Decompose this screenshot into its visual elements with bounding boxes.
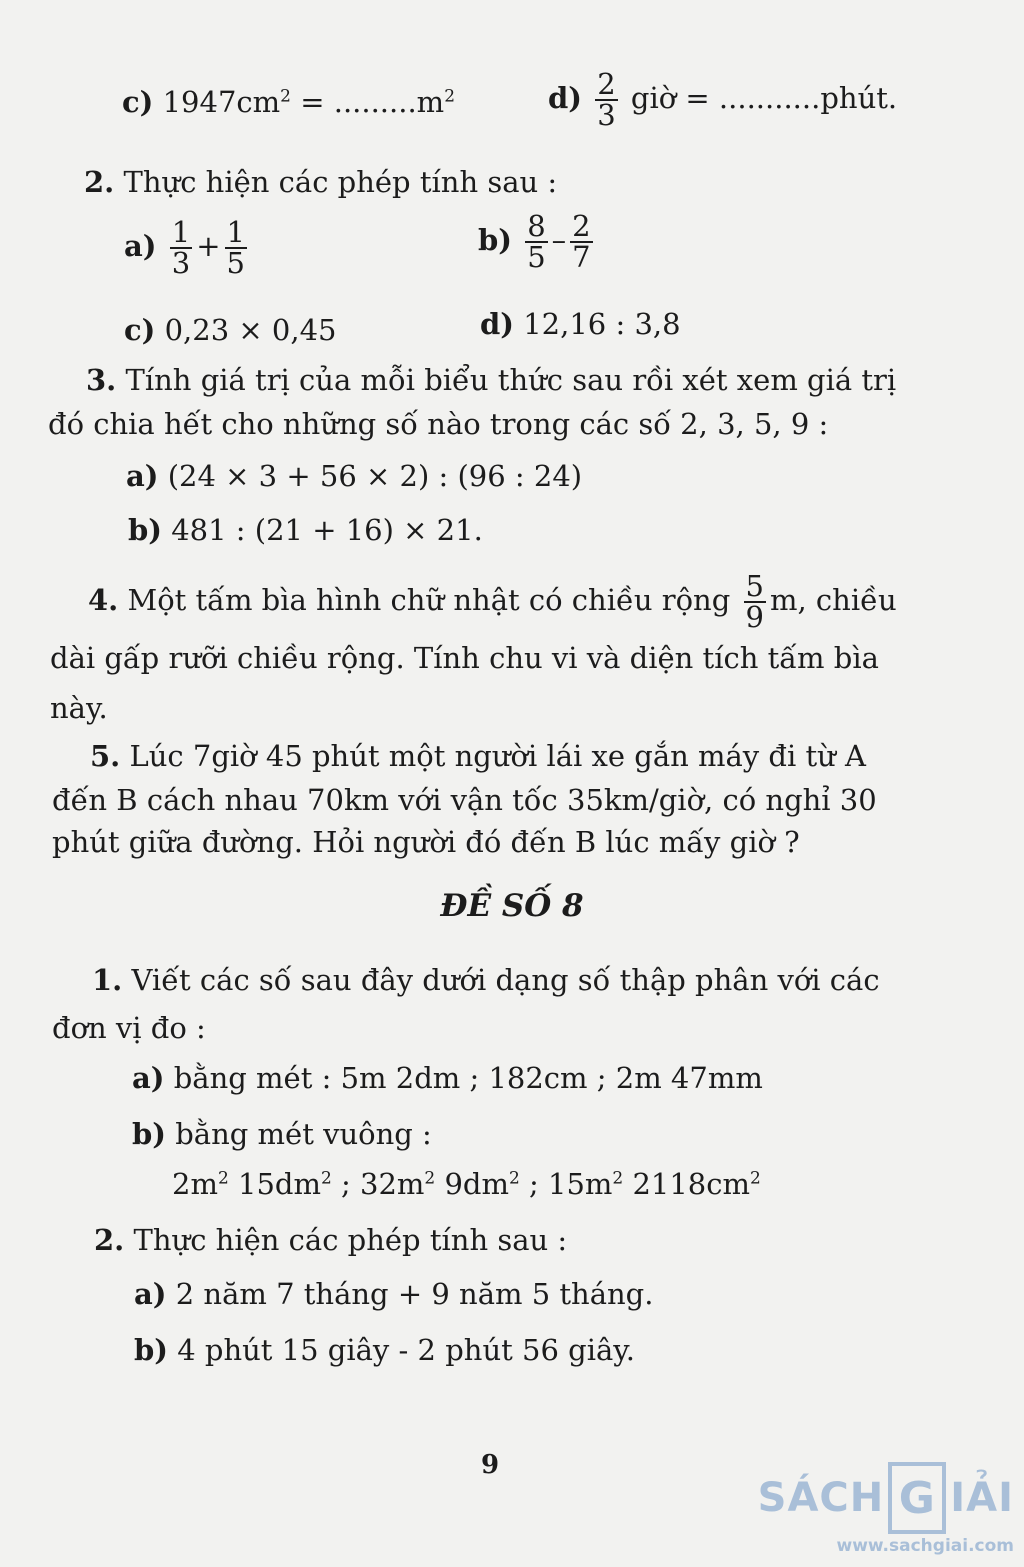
question-3a: a) (24 × 3 + 56 × 2) : (96 : 24) xyxy=(126,459,583,493)
s8-question-1: 1. Viết các số sau đây dưới dạng số thập phân với các xyxy=(92,963,880,997)
section-title: ĐỀ SỐ 8 xyxy=(440,888,584,924)
question-5: 5. Lúc 7giờ 45 phút một người lái xe gắn máy đi từ A xyxy=(90,739,866,773)
question-3b: b) 481 : (21 + 16) × 21. xyxy=(128,513,483,547)
fraction: $\frac{5}{9}$ xyxy=(745,569,764,634)
s8-question-2a: a) 2 năm 7 tháng + 9 năm 5 tháng. xyxy=(134,1277,654,1311)
question-5-line2: đến B cách nhau 70km với vận tốc 35km/giờ, có nghỉ 30 xyxy=(52,783,877,817)
logo-box-icon: G xyxy=(888,1462,946,1534)
page-number: 9 xyxy=(480,1450,500,1480)
s8-question-1a: a) bằng mét : 5m 2dm ; 182cm ; 2m 47mm xyxy=(132,1061,763,1095)
watermark-url: www.sachgiai.com xyxy=(836,1536,1014,1556)
question-4-line2: dài gấp rưỡi chiều rộng. Tính chu vi và diện tích tấm bìa xyxy=(50,641,879,675)
question-3: 3. Tính giá trị của mỗi biểu thức sau rồi xét xem giá trị xyxy=(86,363,897,397)
exercise-1c: c) $1947cm^2 = .........m^2$ xyxy=(122,85,456,119)
question-2: 2. Thực hiện các phép tính sau : xyxy=(84,165,558,199)
s8-question-1b: b) bằng mét vuông : xyxy=(132,1117,432,1151)
question-4: 4. Một tấm bìa hình chữ nhật có chiều rộng $\frac{5}{9}$ m, chiều xyxy=(88,569,897,634)
question-4-line3: này. xyxy=(50,691,108,725)
exercise-1d: d) $\frac{2}{3}$ giờ = ...........phút. xyxy=(548,67,898,132)
question-3-line2: đó chia hết cho những số nào trong các số 2, 3, 5, 9 : xyxy=(48,407,829,441)
question-5-line3: phút giữa đường. Hỏi người đó đến B lúc mấy giờ ? xyxy=(52,825,800,859)
s8-question-1b-values: $2m^2$ $15dm^2$ ; $32m^2$ $9dm^2$ ; $15m^2$ $2118cm^2$ xyxy=(172,1167,761,1201)
question-2c: c) 0,23 × 0,45 xyxy=(124,313,337,347)
watermark-logo: SÁCH G IẢI www.sachgiai.com xyxy=(758,1462,1014,1556)
question-2a: a) $\frac{1}{3}$ + $\frac{1}{5}$ xyxy=(124,215,245,280)
question-2b: b) $\frac{8}{5}$ – $\frac{2}{7}$ xyxy=(478,209,591,274)
question-2d: d) 12,16 : 3,8 xyxy=(480,307,681,341)
s8-question-2: 2. Thực hiện các phép tính sau : xyxy=(94,1223,568,1257)
fraction: $\frac{2}{3}$ xyxy=(597,67,616,132)
s8-question-2b: b) 4 phút 15 giây - 2 phút 56 giây. xyxy=(134,1333,636,1367)
s8-question-1-line2: đơn vị đo : xyxy=(52,1011,206,1045)
